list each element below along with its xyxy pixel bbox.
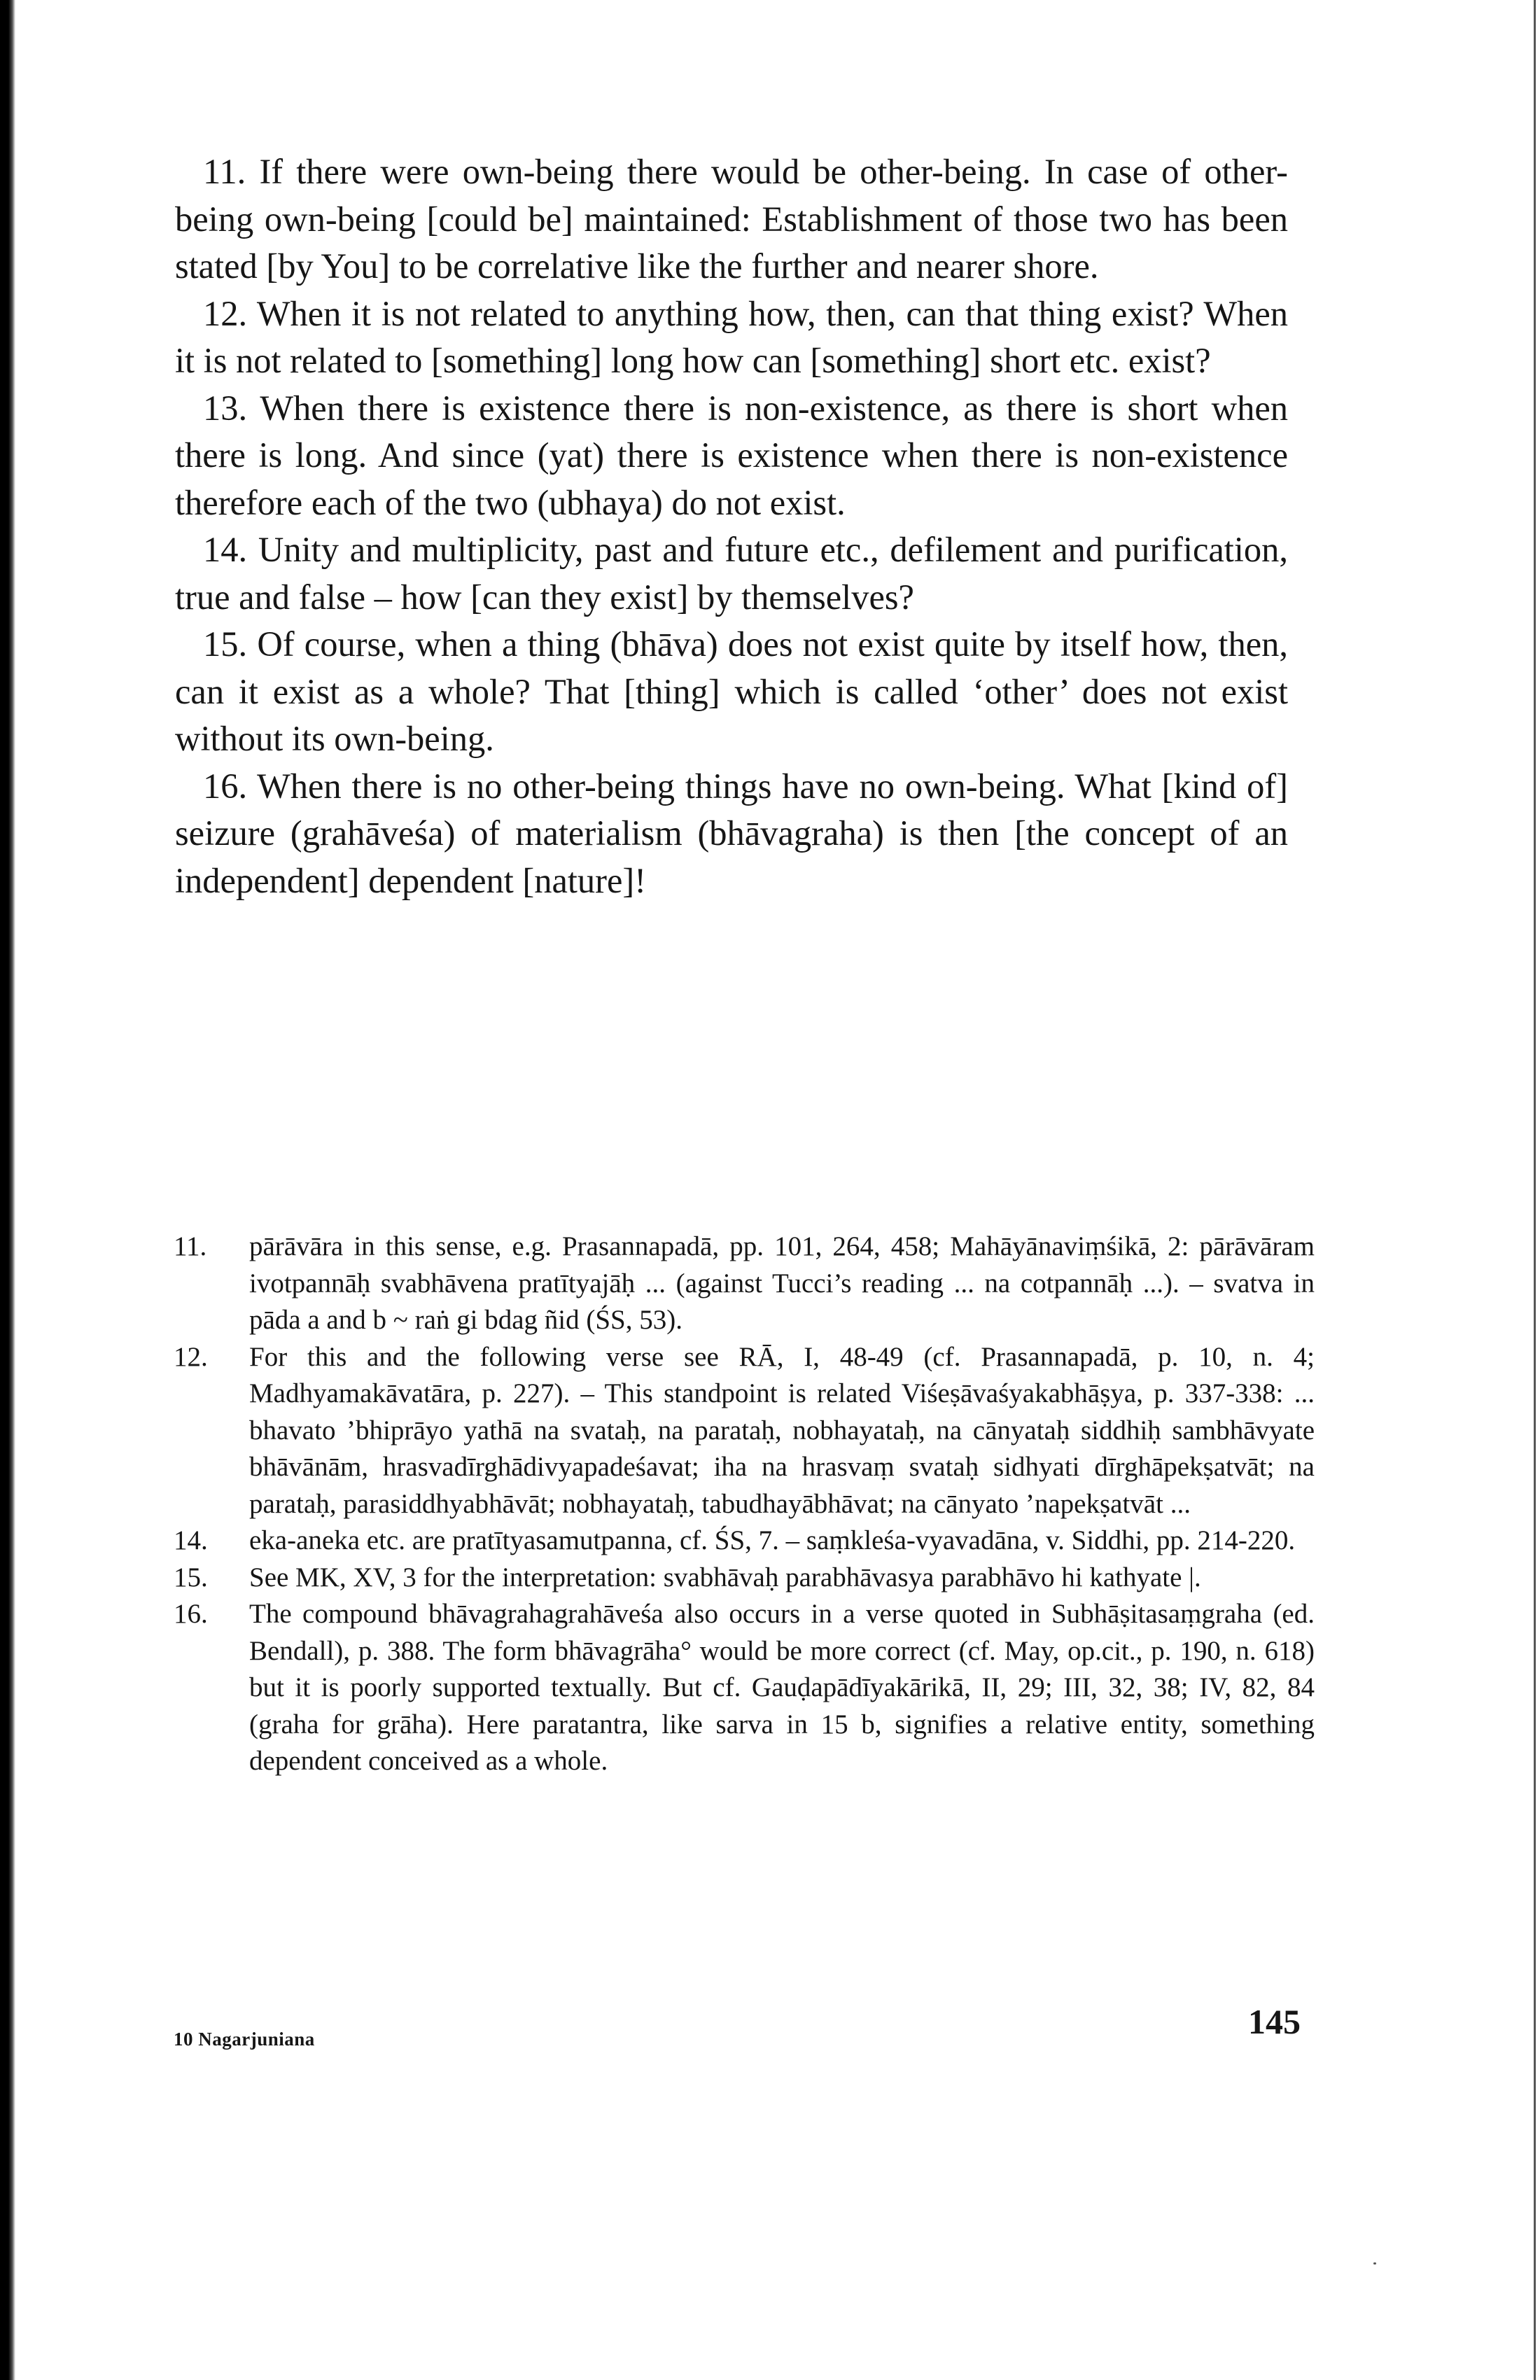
page-number: 145	[1248, 2002, 1301, 2041]
footnote-body: See MK, XV, 3 for the interpretation: svabhāvaḥ parabhāvasya parabhāvo hi kathyate |.	[249, 1562, 1201, 1592]
scan-speck	[1373, 2262, 1376, 2264]
footnote-number: 11.	[174, 1231, 207, 1261]
footnote-body: For this and the following verse see RĀ, I, 48-49 (cf. Prasannapadā, p. 10, n. 4; Madhyamakāvatāra, p. 227). – This standpoint is related Viśeṣāvaśyakabhāṣya, p. 337-338: ... bhavato ’bhiprāyo yathā na svataḥ, na parataḥ, nobhayataḥ, na cānyataḥ siddhiḥ sambhāvyate bhāvānām, hrasvadīrghādivyapadeśavat; iha na hrasvaṃ svataḥ sidhyati dīrghāpekṣatvāt; na parataḥ, parasiddhyabhāvāt; nobhayataḥ, tabudhayābhāvat; na cānyato ’napekṣatvāt ...	[249, 1341, 1315, 1519]
verse-number: 11.	[203, 152, 246, 191]
verse-number: 15.	[203, 624, 248, 664]
footnote-number: 14.	[174, 1525, 208, 1555]
verse-14	[175, 526, 1288, 621]
verse-13	[175, 385, 1288, 527]
footnote-12	[174, 1339, 1315, 1523]
verse-number: 13.	[203, 388, 248, 428]
footnote-number: 16.	[174, 1599, 208, 1629]
verse-number: 16.	[203, 766, 248, 806]
footnote-number: 12.	[174, 1341, 208, 1372]
verse-15	[175, 621, 1288, 763]
verse-body: When it is not related to anything how, then, can that thing exist? When it is not related to [something] long how can [something] short etc. exist?	[175, 293, 1288, 380]
footnote-number: 15.	[174, 1562, 208, 1592]
verse-12	[175, 290, 1288, 385]
footnote-15	[174, 1560, 1315, 1597]
verse-body: Of course, when a thing (bhāva) does not exist quite by itself how, then, can it exist as a whole? That [thing] which is called ‘other’ does not exist without its own-being.	[175, 624, 1289, 758]
scan-edge-left	[0, 0, 15, 2380]
footnote-body: pārāvāra in this sense, e.g. Prasannapadā, pp. 101, 264, 458; Mahāyānaviṃśikā, 2: pārāvāram ivotpannāḥ svabhāvena pratītyajāḥ ... (against Tucci’s reading ... na cotpannāḥ ...). – svatva in pāda a and b ~ raṅ gi bdag ñid (ŚS, 53).	[249, 1231, 1315, 1335]
footnotes	[174, 1228, 1315, 1780]
verse-body: When there is no other-being things have no own-being. What [kind of] seizure (grahāveśa) of materialism (bhāvagraha) is then [the concept of an independent] dependent [nature]!	[175, 766, 1288, 900]
verse-body: If there were own-being there would be other-being. In case of other-being own-being [could be] maintained: Establishment of those two has been stated [by You] to be correlative like the further and nearer shore.	[175, 152, 1288, 286]
verse-11	[175, 148, 1288, 290]
footnote-11	[174, 1228, 1315, 1339]
scan-edge-right	[1534, 0, 1536, 2380]
footnote-body: The compound bhāvagrahagrahāveśa also occurs in a verse quoted in Subhāṣitasaṃgraha (ed. Bendall), p. 388. The form bhāvagrāha° would be more correct (cf. May, op.cit., p. 190, n. 618) but it is poorly supported textually. But cf. Gauḍapādīyakārikā, II, 29; III, 32, 38; IV, 82, 84 (graha for grāha). Here paratantra, like sarva in 15 b, signifies a relative entity, something dependent conceived as a whole.	[249, 1599, 1315, 1776]
footnote-body: eka-aneka etc. are pratītyasamutpanna, cf. ŚS, 7. – saṃkleśa-vyavadāna, v. Siddhi, pp. 214-220.	[249, 1525, 1296, 1555]
verse-text	[175, 148, 1288, 904]
footnote-14	[174, 1522, 1315, 1560]
verse-number: 14.	[203, 530, 248, 569]
verse-body: When there is existence there is non-existence, as there is short when there is long. And since (yat) there is existence when there is non-existence therefore each of the two (ubhaya) do not exist.	[175, 388, 1288, 522]
verse-body: Unity and multiplicity, past and future etc., defilement and purification, true and false – how [can they exist] by themselves?	[175, 530, 1288, 617]
footnote-16	[174, 1596, 1315, 1780]
running-footer: 10 Nagarjuniana	[174, 2029, 315, 2050]
verse-number: 12.	[203, 293, 248, 333]
verse-16	[175, 763, 1288, 905]
